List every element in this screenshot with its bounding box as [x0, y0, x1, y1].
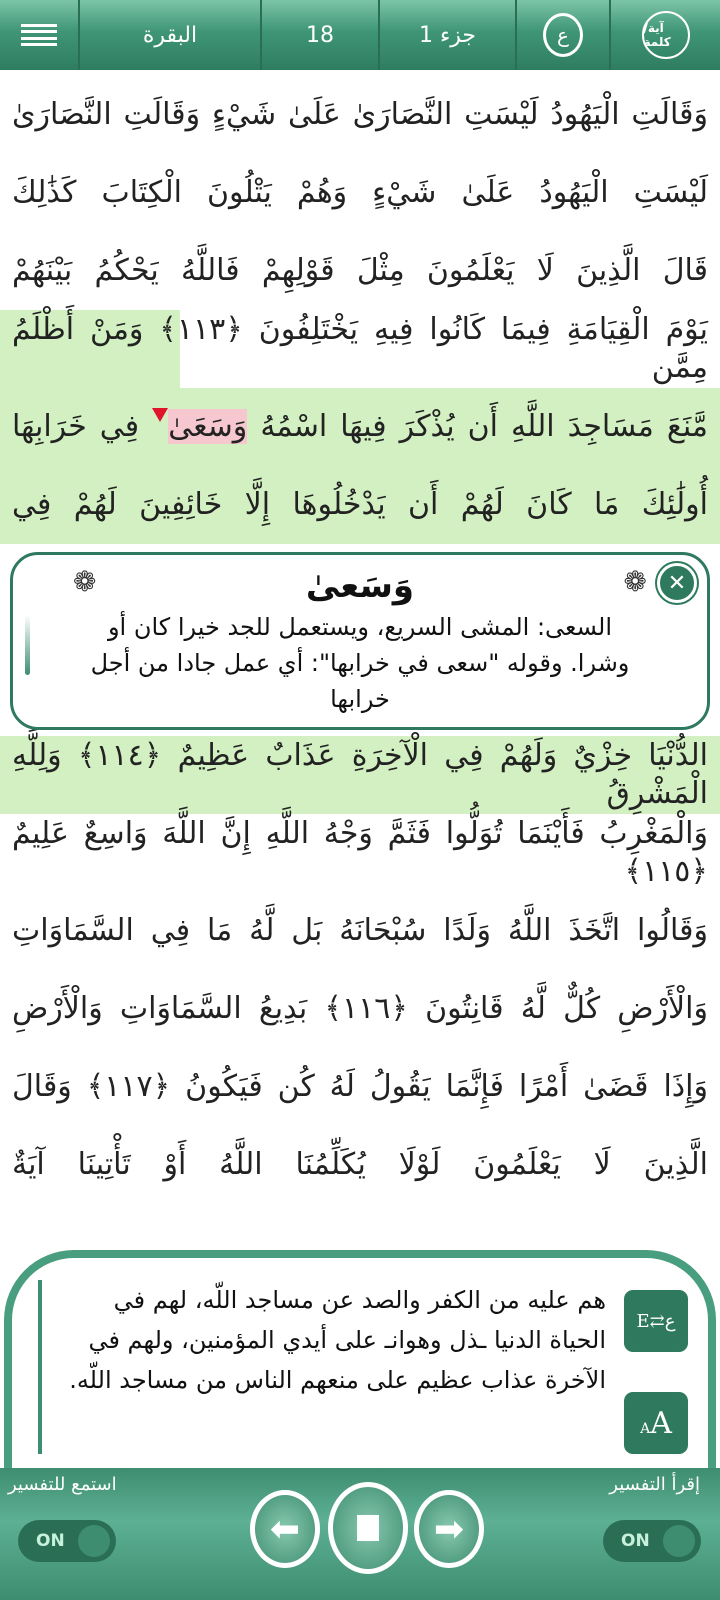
ornament-icon: ❁	[73, 565, 97, 598]
close-icon: ✕	[667, 570, 687, 596]
font-size-icon: AA	[640, 1405, 672, 1441]
popup-scrollbar[interactable]	[25, 615, 30, 675]
ornament-icon: ❁	[623, 565, 647, 598]
quran-page	[0, 70, 720, 1250]
quran-line-text: وَإِذَا قَضَىٰ أَمْرًا فَإِنَّمَا يَقُولُ لَهُ كُن فَيَكُونُ ﴿١١٧﴾ وَقَالَ	[12, 1069, 708, 1104]
quran-line[interactable]	[0, 970, 720, 1048]
tafsir-panel	[4, 1250, 716, 1468]
juz-number[interactable]: جزء 1	[380, 0, 517, 70]
tafsir-text: هم عليه من الكفر والصد عن مساجد اللّه، لهم في الحياة الدنيا ـذل وهوانـ على أيدي المؤمنين، ولهم في الآخرة عذاب عظيم على منعهم الناس من مساجد اللّه.	[38, 1280, 606, 1454]
listen-tafsir-label: استمع للتفسير	[8, 1474, 117, 1495]
quran-line-text: لَيْسَتِ الْيَهُودُ عَلَىٰ شَيْءٍ وَهُمْ يَتْلُونَ الْكِتَابَ كَذَٰلِكَ	[12, 175, 708, 210]
menu-icon	[21, 24, 57, 46]
quran-line[interactable]	[0, 736, 720, 814]
aya-word-icon: آية/كلمة	[642, 11, 690, 59]
quran-line-text: فِي خَرَابِهَا	[12, 409, 140, 444]
quran-line[interactable]	[0, 388, 720, 466]
read-tafsir-toggle[interactable]	[603, 1520, 701, 1562]
listen-tafsir-toggle[interactable]	[18, 1520, 116, 1562]
aya-word-toggle[interactable]	[611, 0, 720, 70]
word-meaning-popup-container	[0, 544, 720, 736]
font-size-button[interactable]	[624, 1392, 688, 1454]
popup-body: السعى: المشى السريع، ويستعمل للجد خيرا كان أو وشرا. وقوله "سعى في خرابها": أي عمل جادا من أجل خرابها	[90, 613, 630, 713]
quran-line[interactable]	[0, 466, 720, 544]
quran-line-text: الدُّنْيَا خِزْيٌ وَلَهُمْ فِي الْآخِرَةِ عَذَابٌ عَظِيمٌ ﴿١١٤﴾ وَلِلَّهِ الْمَشْرِقُ	[12, 738, 708, 811]
quran-line-text: مَّنَعَ مَسَاجِدَ اللَّهِ أَن يُذْكَرَ فِيهَا اسْمُهُ	[260, 409, 708, 444]
ain-button[interactable]	[517, 0, 611, 70]
stop-button[interactable]	[328, 1482, 408, 1574]
previous-button[interactable]	[250, 1490, 320, 1568]
read-tafsir-label: إقرأ التفسير	[609, 1474, 700, 1495]
close-popup-button[interactable]	[657, 563, 697, 603]
quran-line[interactable]	[0, 1048, 720, 1126]
quran-line-text: وَقَالُوا اتَّخَذَ اللَّهُ وَلَدًا سُبْحَانَهُ بَل لَّهُ مَا فِي السَّمَاوَاتِ	[12, 913, 708, 948]
next-button[interactable]	[414, 1490, 484, 1568]
arrow-right-icon: ➡	[433, 1508, 465, 1550]
quran-line-text: وَالْأَرْضِ كُلٌّ لَّهُ قَانِتُونَ ﴿١١٦﴾ بَدِيعُ السَّمَاوَاتِ وَالْأَرْضِ	[12, 991, 708, 1026]
translate-icon: E⇄ع	[636, 1310, 676, 1332]
toggle-state: ON	[621, 1531, 650, 1551]
tafsir-tools	[624, 1280, 688, 1454]
top-bar	[0, 0, 720, 70]
ain-icon: ع	[543, 13, 583, 57]
arrow-left-icon: ⬅	[269, 1508, 301, 1550]
quran-line-text: أُولَٰئِكَ مَا كَانَ لَهُمْ أَن يَدْخُلُوهَا إِلَّا خَائِفِينَ لَهُمْ فِي	[12, 487, 708, 522]
quran-line[interactable]	[0, 1126, 720, 1204]
menu-button[interactable]	[0, 0, 80, 70]
quran-line-text: الَّذِينَ لَا يَعْلَمُونَ لَوْلَا يُكَلِّمُنَا اللَّهُ أَوْ تَأْتِينَا آيَةٌ	[12, 1147, 708, 1182]
quran-line-text: وَقَالَتِ الْيَهُودُ لَيْسَتِ النَّصَارَىٰ عَلَىٰ شَيْءٍ وَقَالَتِ النَّصَارَىٰ	[12, 97, 708, 132]
stop-icon	[357, 1515, 379, 1541]
translate-button[interactable]	[624, 1290, 688, 1352]
page-number[interactable]: 18	[262, 0, 380, 70]
selection-marker-icon	[152, 408, 168, 422]
surah-name[interactable]: البقرة	[80, 0, 262, 70]
quran-line-text: وَالْمَغْرِبُ فَأَيْنَمَا تُوَلُّوا فَثَمَّ وَجْهُ اللَّهِ إِنَّ اللَّهَ وَاسِعٌ عَلِيمٌ ﴿١١٥﴾	[12, 816, 708, 889]
quran-line[interactable]	[0, 154, 720, 232]
quran-line[interactable]	[0, 892, 720, 970]
word-meaning-popup	[10, 552, 710, 730]
quran-line[interactable]	[0, 76, 720, 154]
toggle-state: ON	[36, 1531, 65, 1551]
quran-line[interactable]	[0, 310, 720, 388]
quran-line[interactable]	[0, 814, 720, 892]
popup-title: وَسَعىٰ	[305, 566, 415, 606]
selected-word[interactable]: وَسَعَىٰ	[168, 409, 248, 444]
quran-line-text: يَوْمَ الْقِيَامَةِ فِيمَا كَانُوا فِيهِ يَخْتَلِفُونَ ﴿١١٣﴾ وَمَنْ أَظْلَمُ مِمَّن	[12, 312, 708, 385]
quran-line-text: قَالَ الَّذِينَ لَا يَعْلَمُونَ مِثْلَ قَوْلِهِمْ فَاللَّهُ يَحْكُمُ بَيْنَهُمْ	[12, 253, 708, 288]
quran-line[interactable]	[0, 232, 720, 310]
quran-line-group	[12, 408, 708, 446]
bottom-bar	[0, 1468, 720, 1600]
